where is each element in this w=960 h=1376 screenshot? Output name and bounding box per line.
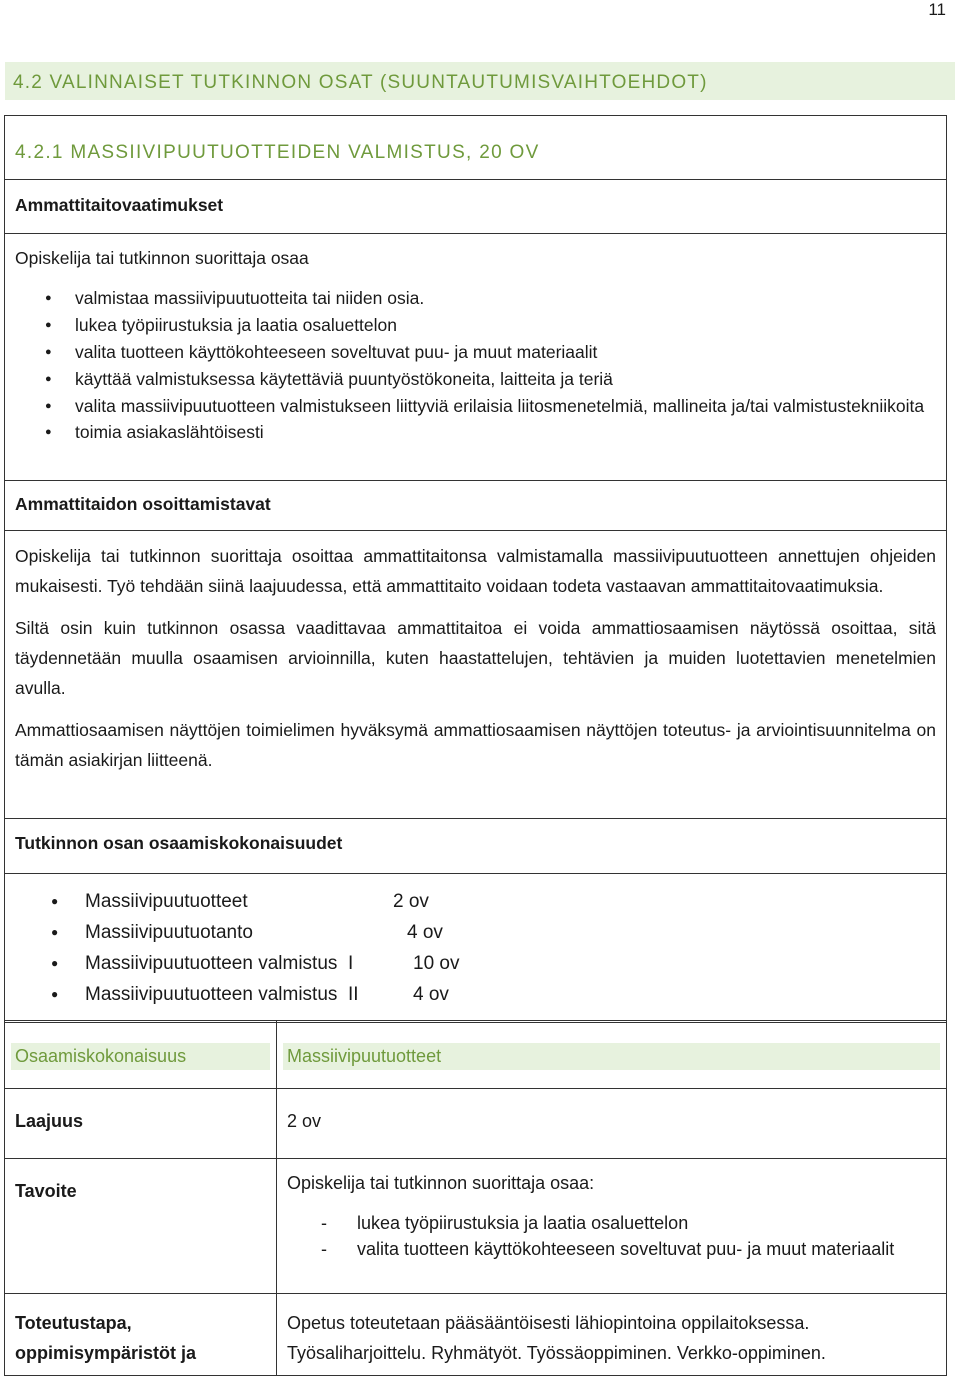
unit-header-label: Osaamiskokonaisuus xyxy=(11,1043,270,1070)
unit-header-value: Massiivipuutuotteet xyxy=(283,1043,940,1070)
list-item: - valita tuotteen käyttökohteeseen soveltuvat puu- ja muut materiaalit xyxy=(357,1236,936,1262)
paragraph: Opiskelija tai tutkinnon suorittaja osoittaa ammattitaitonsa valmistamalla massiivipuutuotteen annettujen ohjeiden mukaisesti. Työ tehdään siinä laajuudessa, että ammattitaito voidaan todeta vastaavan ammattitaitovaatimuksia. xyxy=(15,546,936,596)
requirements-cell xyxy=(5,234,947,481)
goal-intro: Opiskelija tai tutkinnon suorittaja osaa: xyxy=(287,1173,595,1193)
requirements-intro: Opiskelija tai tutkinnon suorittaja osaa xyxy=(15,248,309,268)
page-number: 11 xyxy=(928,0,946,19)
module-item xyxy=(85,948,936,979)
demonstration-cell xyxy=(5,531,947,819)
demonstration-title: Ammattitaidon osoittamistavat xyxy=(5,481,947,531)
modules-cell xyxy=(5,874,947,1023)
module-item xyxy=(85,886,936,917)
requirements-title: Ammattitaitovaatimukset xyxy=(5,180,947,234)
requirements-list xyxy=(15,285,936,446)
module-credits: 4 ov xyxy=(407,922,443,943)
unit-table xyxy=(4,1020,947,1376)
list-item: ● lukea työpiirustuksia ja laatia osaluettelon xyxy=(75,312,936,339)
subsection-heading: 4.2.1 MASSIIVIPUUTUOTTEIDEN VALMISTUS, 20 OV xyxy=(5,116,947,180)
module-name: Massiivipuutuotanto xyxy=(85,922,253,943)
list-item: ● toimia asiakaslähtöisesti xyxy=(75,419,936,446)
method-label: oppimisympäristöt ja xyxy=(15,1343,197,1363)
paragraph: Ammattiosaamisen näyttöjen toimielimen hyväksymä ammattiosaamisen näyttöjen toteutus- ja arviointisuunnitelma on tämän asiakirjan liitteenä. xyxy=(15,720,936,770)
method-cell xyxy=(277,1294,947,1376)
goal-cell xyxy=(277,1159,947,1294)
module-credits: 10 ov xyxy=(413,953,460,974)
list-item: ● valita massiivipuutuotteen valmistukseen liittyviä erilaisia liitosmenetelmiä, mallineita ja/tai valmistustekniikoita xyxy=(75,393,936,419)
goal-list xyxy=(287,1210,936,1262)
method-label-cell xyxy=(5,1294,277,1376)
method-text: Opetus toteutetaan pääsääntöisesti lähiopintoina oppilaitoksessa. xyxy=(287,1313,810,1333)
unit-header-label-cell xyxy=(5,1021,277,1089)
list-item: ● valmistaa massiivipuutuotteita tai niiden osia. xyxy=(75,285,936,312)
module-name: Massiivipuutuotteet xyxy=(85,891,248,912)
module-credits: 4 ov xyxy=(413,984,449,1005)
paragraph: Siltä osin kuin tutkinnon osassa vaadittavaa ammattitaitoa ei voida ammattiosaamisen näytössä osoittaa, sitä täydennetään muulla osaamisen arvioinnilla, kuten haastattelujen, tehtävien ja muiden luotettavien menetelmien avulla. xyxy=(15,618,936,698)
module-item xyxy=(85,979,936,1010)
module-credits: 2 ov xyxy=(393,891,429,912)
module-item xyxy=(85,917,936,948)
unit-header-value-cell xyxy=(277,1021,947,1089)
list-item: ● käyttää valmistuksessa käytettäviä puuntyöstökoneita, laitteita ja teriä xyxy=(75,366,936,393)
scope-value: 2 ov xyxy=(277,1089,947,1159)
section-heading: 4.2 VALINNAISET TUTKINNON OSAT (SUUNTAUTUMISVAIHTOEHDOT) xyxy=(13,72,708,93)
method-text: Työsaliharjoittelu. Ryhmätyöt. Työssäoppiminen. Verkko-oppiminen. xyxy=(287,1343,826,1363)
requirements-table xyxy=(4,115,947,1023)
modules-title: Tutkinnon osan osaamiskokonaisuudet xyxy=(5,819,947,874)
modules-list xyxy=(15,886,936,1010)
method-label: Toteutustapa, xyxy=(15,1313,132,1333)
list-item: - lukea työpiirustuksia ja laatia osaluettelon xyxy=(357,1210,936,1236)
module-name: Massiivipuutuotteen valmistus I xyxy=(85,953,354,974)
list-item: ● valita tuotteen käyttökohteeseen soveltuvat puu- ja muut materiaalit xyxy=(75,339,936,366)
module-name: Massiivipuutuotteen valmistus II xyxy=(85,984,359,1005)
goal-label: Tavoite xyxy=(5,1159,277,1294)
scope-label: Laajuus xyxy=(5,1089,277,1159)
